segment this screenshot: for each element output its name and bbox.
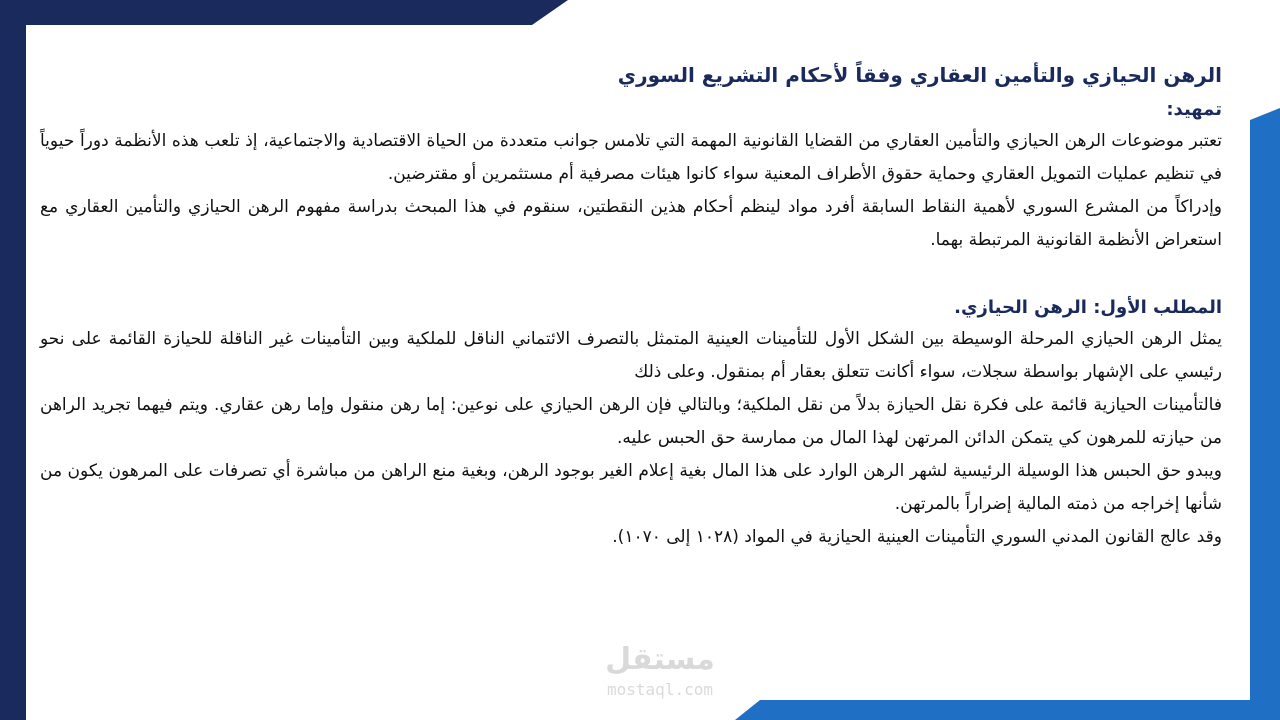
- bottom-right-blue-band: [735, 700, 1280, 720]
- section-spacer: [40, 257, 1222, 293]
- section1-paragraph-4: وقد عالج القانون المدني السوري التأمينات العينية الحيازية في المواد (١٠٢٨ إلى ١٠٧٠).: [612, 527, 1222, 547]
- intro-heading: تمهيد:: [1166, 99, 1222, 120]
- mostaql-watermark: [590, 640, 730, 710]
- document-title: الرهن الحيازي والتأمين العقاري وفقاً لأحكام التشريع السوري: [617, 63, 1222, 87]
- intro-paragraph-2: وإدراكاً من المشرع السوري لأهمية النقاط السابقة أفرد مواد لينظم أحكام هذين النقطتين، سنقوم في هذا المبحث بدراسة مفهوم الرهن الحيازي والتأمين العقاري مع استعراض الأنظمة القانونية المرتبطة بهما.: [40, 197, 1222, 250]
- right-blue-bar: [1250, 108, 1280, 720]
- section1-heading: المطلب الأول: الرهن الحيازي.: [954, 297, 1222, 318]
- left-navy-bar: [0, 0, 26, 720]
- section1-paragraph-3: ويبدو حق الحبس هذا الوسيلة الرئيسية لشهر الرهن الوارد على هذا المال بغية إعلام الغير بوجود الرهن، وبغية منع الراهن من مباشرة أي تصرفات على المرهون يكون من شأنها إخراجه من ذمته المالية إضراراً بالمرتهن.: [40, 461, 1222, 514]
- watermark-latin: mostaql.com: [607, 680, 713, 699]
- section1-paragraph-1: يمثل الرهن الحيازي المرحلة الوسيطة بين الشكل الأول للتأمينات العينية المتمثل بالتصرف الائتماني الناقل للملكية وبين التأمينات غير الناقلة للحيازة القائمة على نحو رئيسي على الإشهار بواسطة سجلات، سواء أكانت تتعلق بعقار أم بمنقول. وعلى ذلك: [40, 329, 1222, 382]
- watermark-arabic: مستقل: [605, 642, 715, 677]
- document-body: [40, 55, 1222, 554]
- section1-paragraph-2: فالتأمينات الحيازية قائمة على فكرة نقل الحيازة بدلاً من نقل الملكية؛ وبالتالي فإن الرهن الحيازي على نوعين: إما رهن منقول وإما رهن عقاري. ويتم فيهما تجريد الراهن من حيازته للمرهون كي يتمكن الدائن المرتهن لهذا المال من ممارسة حق الحبس عليه.: [40, 395, 1222, 448]
- intro-paragraph-1: تعتبر موضوعات الرهن الحيازي والتأمين العقاري من القضايا القانونية المهمة التي تلامس جوانب متعددة من الحياة الاقتصادية والاجتماعية، إذ تلعب هذه الأنظمة دوراً حيوياً في تنظيم عمليات التمويل العقاري وحماية حقوق الأطراف المعنية سواء كانوا هيئات مصرفية أم مستثمرين أو مقترضين.: [40, 131, 1222, 184]
- top-left-navy-band: [0, 0, 568, 25]
